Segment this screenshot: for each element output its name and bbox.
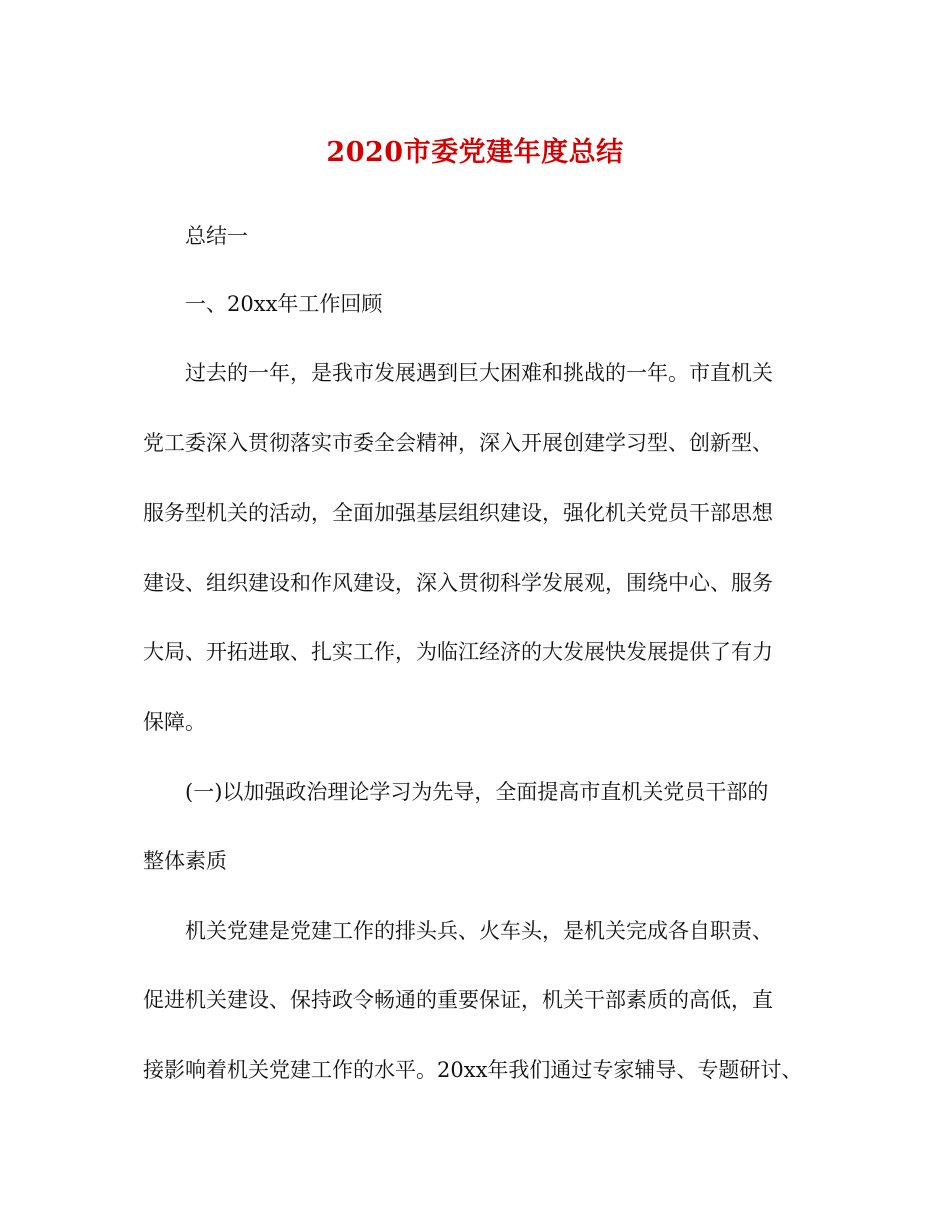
paragraph-line: 接影响着机关党建工作的水平。20xx年我们通过专家辅导、专题研讨、 — [143, 1058, 803, 1082]
paragraph-line: 大局、开拓进取、扎实工作，为临江经济的大发展快发展提供了有力 — [143, 640, 773, 664]
paragraph-line: 促进机关建设、保持政令畅通的重要保证，机关干部素质的高低，直 — [143, 988, 773, 1012]
paragraph-line: 过去的一年，是我市发展遇到巨大困难和挑战的一年。市直机关 — [185, 361, 773, 385]
paragraph-line: 建设、组织建设和作风建设，深入贯彻科学发展观，围绕中心、服务 — [143, 571, 773, 595]
paragraph-line: 保障。 — [143, 710, 206, 734]
section-heading-summary-one: 总结一 — [185, 224, 248, 248]
paragraph-line: 服务型机关的活动，全面加强基层组织建设，强化机关党员干部思想 — [143, 501, 773, 525]
paragraph-line: 机关党建是党建工作的排头兵、火车头，是机关完成各自职责、 — [185, 919, 773, 943]
subsection-heading-continued: 整体素质 — [143, 849, 227, 873]
paragraph-line: 党工委深入贯彻落实市委全会精神，深入开展创建学习型、创新型、 — [143, 431, 773, 455]
section-heading-review: 一、20xx年工作回顾 — [185, 292, 383, 316]
subsection-heading: (一)以加强政治理论学习为先导，全面提高市直机关党员干部的 — [185, 780, 769, 804]
document-title: 2020市委党建年度总结 — [326, 137, 624, 168]
